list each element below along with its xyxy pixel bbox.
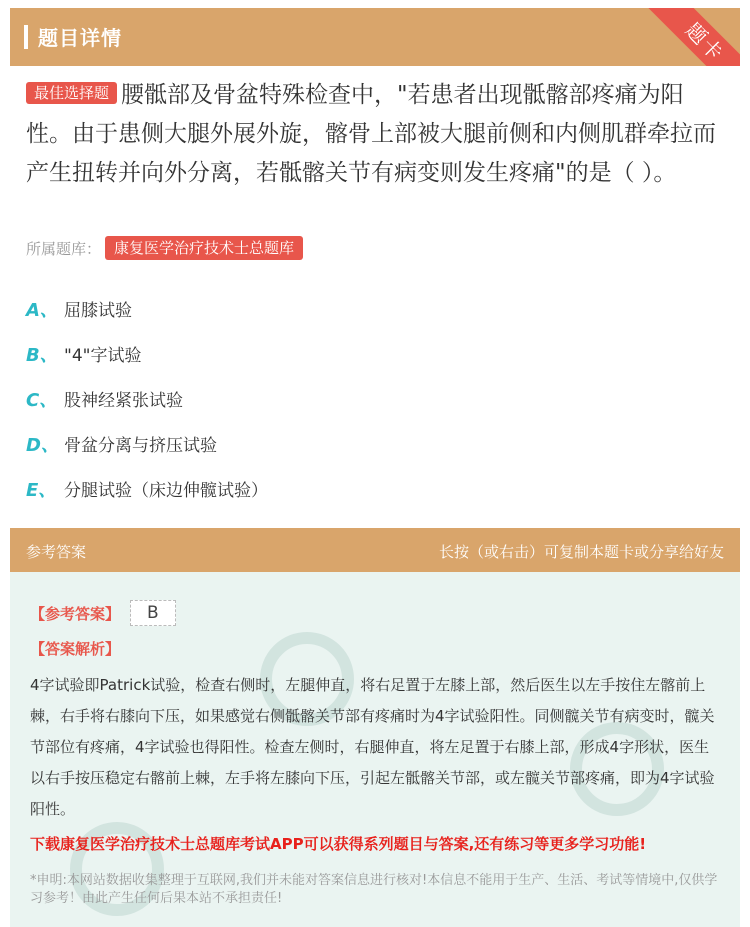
option-letter: A、 — [26, 299, 58, 321]
option-letter: C、 — [26, 389, 58, 411]
reference-answer-label: 【参考答案】 — [30, 604, 121, 623]
option-letter: D、 — [26, 434, 59, 456]
question-text: 腰骶部及骨盆特殊检查中，"若患者出现骶髂部疼痛为阳性。由于患侧大腿外展外旋，髂骨上部被大腿前侧和内侧肌群牵拉而产生扭转并向外分离，若骶髂关节有病变则发生疼痛"的是（ ）。 — [26, 82, 716, 186]
answer-panel — [10, 572, 740, 927]
analysis-label: 【答案解析】 — [30, 640, 121, 658]
option-text: 屈膝试验 — [64, 301, 132, 321]
page-header — [10, 8, 740, 66]
share-hint: 长按（或右击）可复制本题卡或分享给好友 — [438, 543, 724, 561]
option-list — [26, 286, 726, 511]
library-label: 所属题库： — [26, 239, 102, 258]
answer-header — [10, 528, 740, 572]
analysis-text: 4字试验即Patrick试验，检查右侧时，左腿伸直，将右足置于左膝上部，然后医生以左手按住左髂前上棘，右手将右膝向下压，如果感觉右侧骶髂关节部有疼痛时为4字试验阳性。同侧髋关节有病变时，髋关节部位有疼痛，4字试验也得阳性。检查左侧时，右腿伸直，将左足置于右膝上部，形成4字形状，医生以右手按压稳定右髂前上棘，左手将左膝向下压，引起左骶髂关节部，或左髋关节部疼痛，即为4字试验阳性。 — [30, 676, 715, 818]
question-stem — [26, 76, 726, 193]
option-letter: B、 — [26, 344, 58, 366]
question-library — [26, 236, 303, 260]
header-accent-bar — [24, 25, 28, 49]
option-text: "4"字试验 — [64, 346, 142, 366]
corner-ribbon: 题卡 — [641, 8, 740, 66]
option-letter: E、 — [26, 479, 57, 501]
option-b[interactable] — [26, 331, 726, 376]
disclaimer: *申明:本网站数据收集整理于互联网,我们并未能对答案信息进行核对!本信息不能用于生产、生活、考试等情境中,仅供学习参考！由此产生任何后果本站不承担责任! — [30, 873, 718, 906]
option-a[interactable] — [26, 286, 726, 331]
reference-answer — [30, 600, 176, 626]
option-text: 股神经紧张试验 — [64, 391, 183, 411]
option-text: 分腿试验（床边伸髋试验） — [64, 481, 268, 501]
option-d[interactable] — [26, 421, 726, 466]
option-c[interactable] — [26, 376, 726, 421]
reference-answer-value: B — [130, 600, 176, 626]
option-text: 骨盆分离与挤压试验 — [64, 436, 217, 456]
page-title: 题目详情 — [38, 26, 122, 50]
option-e[interactable] — [26, 466, 726, 511]
library-tag[interactable]: 康复医学治疗技术士总题库 — [105, 236, 303, 260]
app-promo-link[interactable]: 下载康复医学治疗技术士总题库考试APP可以获得系列题目与答案,还有练习等更多学习功能! — [30, 835, 647, 853]
question-type-badge: 最佳选择题 — [26, 82, 117, 104]
answer-header-title: 参考答案 — [26, 543, 87, 561]
